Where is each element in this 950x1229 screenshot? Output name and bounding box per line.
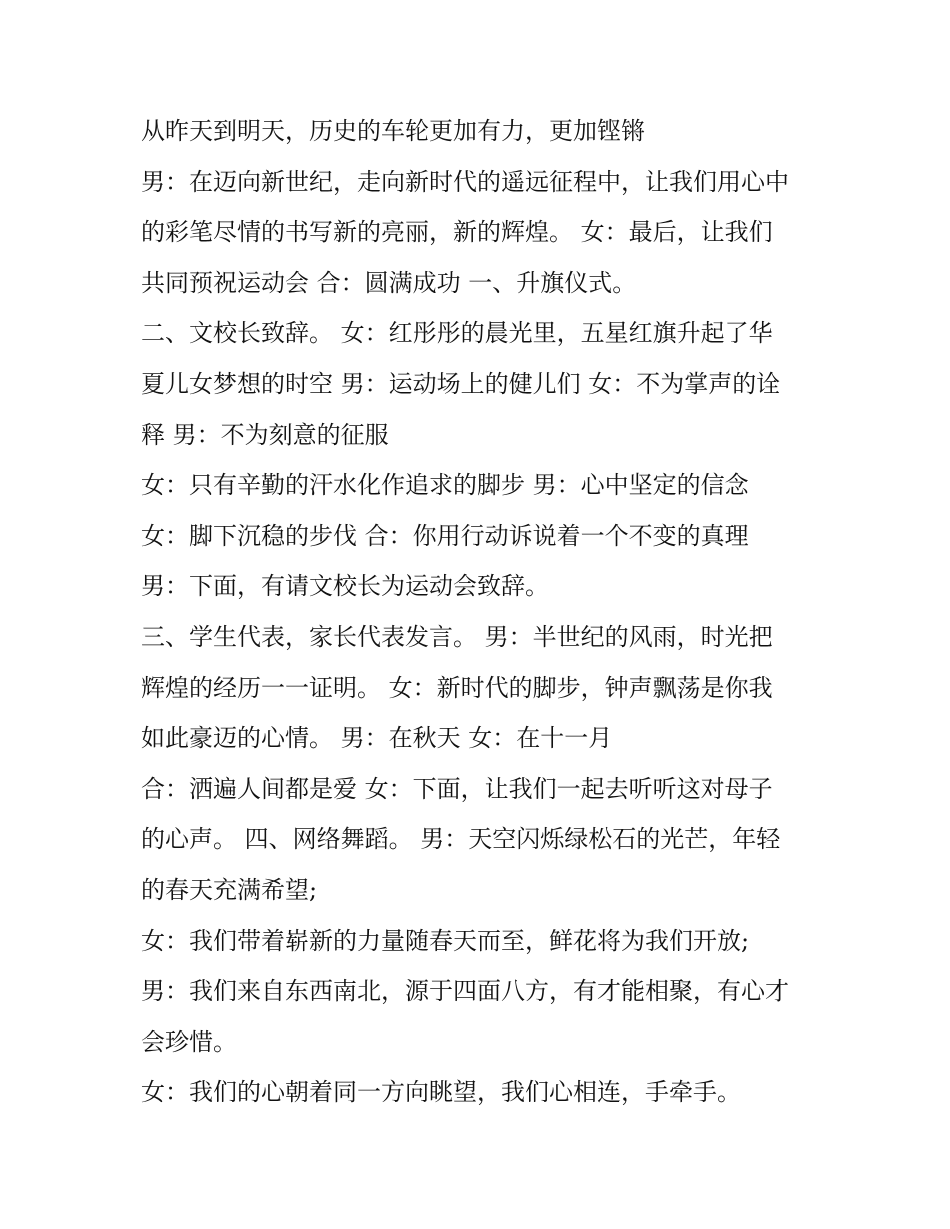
text-line: 的心声。 四、网络舞蹈。 男：天空闪烁绿松石的光芒，年轻 [141, 825, 781, 854]
text-line: 会珍惜。 [141, 1027, 237, 1056]
text-line: 女：我们带着崭新的力量随春天而至，鲜花将为我们开放; [141, 926, 750, 955]
text-line: 男：在迈向新世纪，走向新时代的遥远征程中，让我们用心中 [141, 167, 789, 196]
text-line: 共同预祝运动会 合：圆满成功 一、升旗仪式。 [141, 268, 637, 297]
text-line: 如此豪迈的心情。 男：在秋天 女：在十一月 [141, 724, 613, 753]
text-line: 三、学生代表，家长代表发言。 男：半世纪的风雨，时光把 [141, 622, 773, 651]
text-line: 的春天充满希望; [141, 875, 318, 904]
document-body [141, 106, 831, 1118]
text-line: 夏儿女梦想的时空 男：运动场上的健儿们 女：不为掌声的诠 [141, 369, 781, 398]
text-line: 从昨天到明天，历史的车轮更加有力，更加铿锵 [141, 117, 645, 145]
text-line: 女：我们的心朝着同一方向眺望，我们心相连，手牵手。 [141, 1078, 741, 1107]
text-line: 二、文校长致辞。 女：红彤彤的晨光里，五星红旗升起了华 [141, 319, 773, 348]
text-line: 男：下面，有请文校长为运动会致辞。 [141, 572, 549, 601]
text-line: 女：脚下沉稳的步伐 合：你用行动诉说着一个不变的真理 [141, 521, 749, 550]
text-line: 释 男：不为刻意的征服 [141, 420, 389, 449]
text-line: 辉煌的经历一一证明。 女：新时代的脚步，钟声飘荡是你我 [141, 673, 773, 702]
text-line: 女：只有辛勤的汗水化作追求的脚步 男：心中坚定的信念 [141, 471, 749, 500]
text-line: 男：我们来自东西南北，源于四面八方，有才能相聚，有心才 [141, 977, 789, 1006]
text-line: 合：洒遍人间都是爱 女：下面，让我们一起去听听这对母子 [141, 774, 773, 803]
text-line: 的彩笔尽情的书写新的亮丽，新的辉煌。 女：最后，让我们 [141, 218, 773, 247]
